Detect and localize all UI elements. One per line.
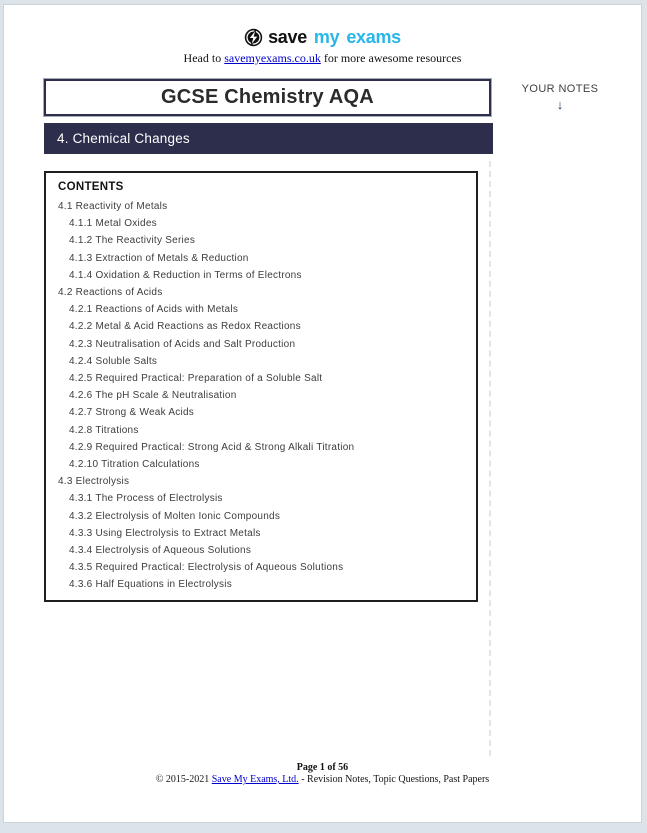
your-notes-label: YOUR NOTES xyxy=(521,83,599,95)
footer-copyright xyxy=(4,774,641,785)
course-title: GCSE Chemistry AQA xyxy=(161,86,374,108)
toc-item[interactable]: 4.3.1 The Process of Electrolysis xyxy=(69,493,223,505)
toc-item[interactable]: 4.2.7 Strong & Weak Acids xyxy=(69,407,195,419)
toc-item[interactable]: 4.3.4 Electrolysis of Aqueous Solutions xyxy=(69,545,252,557)
toc-item[interactable]: 4.3.2 Electrolysis of Molten Ionic Compounds xyxy=(69,510,281,522)
document-page xyxy=(3,4,642,823)
save-my-exams-link[interactable]: Save My Exams, Ltd. xyxy=(211,774,299,785)
page-number: Page 1 of 56 xyxy=(296,762,349,773)
toc-item[interactable]: 4.2.9 Required Practical: Strong Acid & Strong Alkali Titration xyxy=(69,441,355,453)
toc-item[interactable]: 4.1.3 Extraction of Metals & Reduction xyxy=(69,252,249,264)
toc-item[interactable]: 4.2.2 Metal & Acid Reactions as Redox Reactions xyxy=(69,321,301,333)
contents-list xyxy=(58,198,466,594)
toc-item[interactable]: 4.2 Reactions of Acids xyxy=(58,287,163,299)
toc-item[interactable]: 4.2.3 Neutralisation of Acids and Salt Production xyxy=(69,338,296,350)
toc-item[interactable]: 4.3.3 Using Electrolysis to Extract Metals xyxy=(69,527,261,539)
course-title-box xyxy=(44,79,491,116)
brand-logo xyxy=(4,28,641,47)
savemyexams-link[interactable]: savemyexams.co.uk xyxy=(224,51,321,65)
toc-item[interactable]: 4.1.1 Metal Oxides xyxy=(69,218,157,230)
toc-item[interactable]: 4.3 Electrolysis xyxy=(58,476,130,488)
toc-item[interactable]: 4.1 Reactivity of Metals xyxy=(58,201,168,212)
tagline-prefix: Head to xyxy=(183,51,225,65)
toc-item[interactable]: 4.1.4 Oxidation & Reduction in Terms of Electrons xyxy=(69,269,302,281)
logo-word-exams: exams xyxy=(346,27,401,47)
notes-dashed-divider xyxy=(489,161,491,756)
toc-item[interactable]: 4.2.10 Titration Calculations xyxy=(69,459,200,471)
lightning-bolt-icon xyxy=(244,28,263,47)
down-arrow-icon: ↓ xyxy=(556,97,564,112)
copyright-prefix: © 2015-2021 xyxy=(155,774,212,785)
toc-item[interactable]: 4.2.1 Reactions of Acids with Metals xyxy=(69,304,239,316)
toc-item[interactable]: 4.1.2 The Reactivity Series xyxy=(69,235,196,247)
toc-item[interactable]: 4.2.4 Soluble Salts xyxy=(69,355,158,367)
section-banner: 4. Chemical Changes xyxy=(44,123,493,154)
toc-item[interactable]: 4.3.6 Half Equations in Electrolysis xyxy=(69,579,232,591)
copyright-suffix: - Revision Notes, Topic Questions, Past Papers xyxy=(298,774,490,785)
logo-word-save: save xyxy=(268,27,307,47)
toc-item[interactable]: 4.2.8 Titrations xyxy=(69,424,139,436)
toc-item[interactable]: 4.3.5 Required Practical: Electrolysis of Aqueous Solutions xyxy=(69,562,344,574)
logo-word-my: my xyxy=(313,27,340,47)
toc-item[interactable]: 4.2.5 Required Practical: Preparation of a Soluble Salt xyxy=(69,373,323,385)
toc-item[interactable]: 4.2.6 The pH Scale & Neutralisation xyxy=(69,390,237,402)
contents-box xyxy=(44,171,478,602)
tagline-suffix: for more awesome resources xyxy=(320,51,462,65)
contents-heading: CONTENTS xyxy=(58,181,124,193)
header-tagline xyxy=(4,51,641,66)
